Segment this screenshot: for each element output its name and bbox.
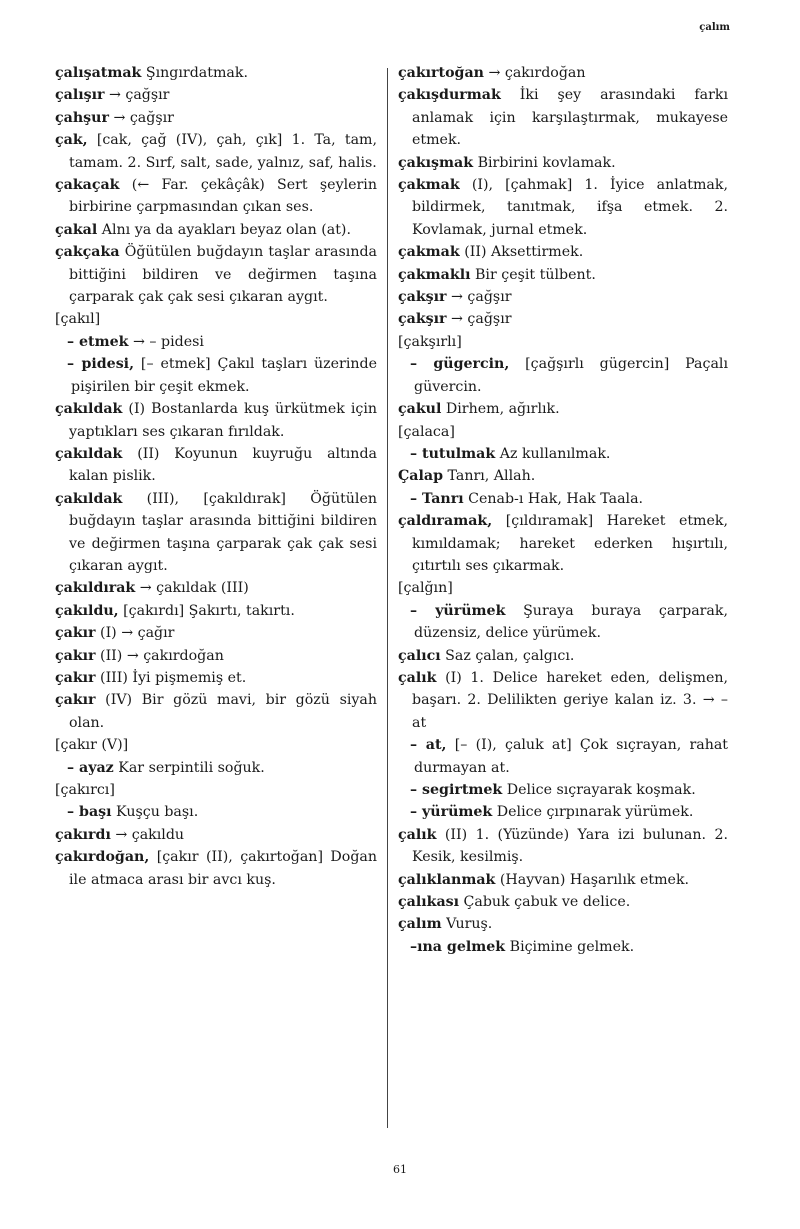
entry-definition: (I), [çahmak] 1. İyice anlatmak, bildirmek, tanıtmak, ifşa etmek. 2. Kovlamak, jurnal etmek. [412,177,728,238]
entry-headword: çakmak [398,177,460,194]
entry-definition: (III), [çakıldırak] Öğütülen buğdayın taşlar arasında bittiğini bildiren ve değirmen taşına çarparak çak çak sesi çıkaran aygıt. [69,490,377,574]
entry-headword: – gügercin, [410,356,510,373]
entry-definition: (I) 1. Delice hareket eden, delişmen, başarı. 2. Delilikten geriye kalan iz. 3. → – at [412,669,728,731]
entry-definition: Şuraya buraya çarparak, düzensiz, delice yürümek. [414,602,728,642]
entry-definition: → çağşır [446,289,512,306]
dictionary-entry [55,577,377,599]
entry-headword: çakul [398,401,442,418]
entry-definition: İki şey arasındaki farkı anlamak için karşılaştırmak, mukayese etmek. [412,87,728,149]
dictionary-entry [398,891,728,913]
entry-headword: çakır [55,692,96,709]
entry-definition: → çağşır [104,87,170,104]
entry-definition: → – pidesi [128,333,204,350]
entry-definition: → çakıldak (III) [135,580,249,597]
entry-headword: çakırdoğan, [55,849,150,866]
dictionary-entry [55,622,377,644]
dictionary-entry [55,174,377,219]
dictionary-entry [398,667,728,734]
entry-headword: çakırtoğan [398,65,484,81]
entry-headword: çakışmak [398,154,474,171]
dictionary-entry [398,734,728,779]
entry-headword: çakıldak [55,490,123,507]
entry-headword: çakır [55,669,96,686]
dictionary-entry [55,107,377,129]
dictionary-entry [55,488,377,578]
entry-definition: (II) Koyunun kuyruğu altında kalan pislik. [69,445,377,485]
entry-headword: çalık [398,669,437,686]
entry-headword: – at, [410,737,447,754]
dictionary-entry [398,577,728,599]
dictionary-entry [55,353,377,398]
entry-headword: çaldıramak, [398,513,493,530]
entry-headword: çakıldak [55,401,123,418]
entry-definition: (II) → çakırdoğan [95,647,224,664]
entry-headword: – tutulmak [410,445,496,462]
dictionary-entry [398,824,728,869]
entry-headword: çalıkası [398,894,460,911]
dictionary-entry [55,219,377,241]
entry-headword: – başı [67,804,112,821]
entry-definition: (I) Bostanlarda kuş ürkütmek için yaptıkları ses çıkaran fırıldak. [69,401,377,440]
entry-definition: Çabuk çabuk ve delice. [459,894,631,911]
entry-definition: [çakırcı] [55,782,115,798]
entry-definition: [cak, çağ (IV), çah, çık] 1. Ta, tam, tamam. 2. Sırf, salt, sade, yalnız, saf, halis. [69,132,377,171]
dictionary-entry [55,801,377,823]
entry-headword: çalıklanmak [398,871,496,888]
dictionary-entry [55,308,377,330]
dictionary-entry [398,510,728,577]
dictionary-entry [398,241,728,263]
entry-definition: Kar serpintili soğuk. [113,759,265,776]
dictionary-entry [398,600,728,645]
entry-definition: [– (I), çaluk at] Çok sıçrayan, rahat durmayan at. [414,737,728,776]
entry-headword: – yürümek [410,804,493,821]
entry-definition: (Hayvan) Haşarılık etmek. [495,871,690,888]
entry-definition: (III) İyi pişmemiş et. [95,669,247,686]
dictionary-entry [55,241,377,308]
entry-headword: çakırdı [55,826,111,843]
dictionary-entry [55,645,377,667]
dictionary-entry [398,308,728,330]
dictionary-entry [398,936,728,958]
entry-definition: Az kullanılmak. [495,445,611,462]
dictionary-entry [55,667,377,689]
dictionary-entry [55,824,377,846]
dictionary-entry [55,443,377,488]
entry-headword: Çalap [398,468,443,485]
entry-definition: Tanrı, Allah. [443,468,536,485]
entry-definition: [çakşırlı] [398,333,462,350]
entry-headword: çakmaklı [398,266,471,283]
entry-definition: (← Far. çekâçâk) Sert şeylerin birbirine çarpmasından çıkan ses. [69,177,377,216]
entry-definition: → çakıldu [110,826,185,843]
entry-headword: – pidesi, [67,356,135,373]
entry-headword: çahşur [55,109,109,126]
entry-headword: çakıldırak [55,580,136,597]
dictionary-entry [398,152,728,174]
entry-headword: – Tanrı [410,490,464,507]
entry-definition: [çağşırlı gügercin] Paçalı güvercin. [414,356,728,395]
right-column [398,62,728,958]
entry-definition: → çağşır [108,109,174,126]
entry-definition: Cenab-ı Hak, Hak Taala. [463,490,644,507]
dictionary-entry [55,846,377,891]
entry-headword: çakışdurmak [398,87,501,104]
dictionary-entry [398,913,728,935]
dictionary-entry [398,488,728,510]
entry-headword: –ına gelmek [410,938,506,955]
entry-headword: çakaçak [55,177,120,194]
dictionary-entry [398,421,728,443]
entry-definition: [çakır (V)] [55,737,129,754]
entry-headword: çakal [55,221,98,238]
entry-definition: (IV) Bir gözü mavi, bir gözü siyah olan. [69,692,377,731]
entry-definition: → çağşır [446,311,512,328]
entry-headword: çakıldu, [55,602,119,619]
entry-definition: Kuşçu başı. [111,804,199,821]
running-head: çalım [699,22,730,33]
entry-headword: – segirtmek [410,782,503,798]
entry-definition: [çakıl] [55,311,101,328]
dictionary-entry [398,465,728,487]
dictionary-entry [55,129,377,174]
entry-definition: Şıngırdatmak. [141,65,248,81]
entry-definition: [çalğın] [398,580,453,597]
entry-headword: – etmek [67,333,129,350]
entry-definition: [çakır (II), çakırtoğan] Doğan ile atmaca arası bir avcı kuş. [69,849,377,888]
entry-definition: Delice sıçrayarak koşmak. [502,782,696,798]
entry-definition: [çıldıramak] Hareket etmek, kımıldamak; hareket ederken hışırtılı, çıtırtılı ses çıkarmak. [412,513,728,574]
entry-definition: Saz çalan, çalgıcı. [440,647,575,664]
dictionary-entry [398,801,728,823]
left-column [55,62,377,891]
dictionary-entry [398,645,728,667]
dictionary-entry [398,174,728,241]
entry-headword: çakçaka [55,244,120,261]
dictionary-entry [55,689,377,734]
entry-headword: çakşır [398,289,447,306]
entry-definition: (II) 1. (Yüzünde) Yara izi bulunan. 2. Kesik, kesilmiş. [412,826,728,866]
entry-definition: Vuruş. [441,916,493,933]
entry-headword: çalışır [55,87,105,104]
dictionary-entry [55,62,377,84]
entry-definition: Öğütülen buğdayın taşlar arasında bittiğini bildiren ve değirmen taşına çarparak çak çak sesi çıkaran aygıt. [69,244,377,306]
entry-definition: Bir çeşit tülbent. [470,266,596,283]
entry-headword: çak, [55,132,88,149]
entry-definition: → çakırdoğan [483,65,586,81]
dictionary-entry [55,84,377,106]
entry-headword: çakşır [398,311,447,328]
dictionary-entry [398,286,728,308]
dictionary-entry [55,734,377,756]
dictionary-entry [55,779,377,801]
dictionary-entry [398,264,728,286]
dictionary-entry [55,398,377,443]
page-number: 61 [393,1163,407,1176]
entry-definition: [çalaca] [398,423,455,440]
dictionary-entry [398,62,728,84]
dictionary-entry [398,353,728,398]
dictionary-entry [398,84,728,151]
dictionary-entry [55,600,377,622]
entry-headword: çakır [55,625,96,642]
dictionary-entry [55,757,377,779]
entry-headword: çalık [398,826,437,843]
entry-headword: çalıcı [398,647,441,664]
dictionary-entry [398,398,728,420]
dictionary-entry [398,779,728,801]
entry-definition: (I) → çağır [95,625,175,642]
entry-definition: (II) Aksettirmek. [459,244,584,261]
entry-definition: Delice çırpınarak yürümek. [492,804,694,821]
entry-headword: çalım [398,916,442,933]
entry-headword: – ayaz [67,759,114,776]
entry-definition: Dirhem, ağırlık. [441,401,560,418]
entry-definition: [– etmek] Çakıl taşları üzerinde pişirilen bir çeşit ekmek. [71,356,377,395]
entry-headword: çakıldak [55,445,123,462]
dictionary-entry [398,331,728,353]
column-divider [387,68,388,1128]
entry-headword: çakmak [398,244,460,261]
entry-headword: çakır [55,647,96,664]
entry-definition: Biçimine gelmek. [505,938,635,955]
entry-headword: – yürümek [410,602,506,619]
entry-headword: çalışatmak [55,65,142,81]
dictionary-entry [398,443,728,465]
entry-definition: Alnı ya da ayakları beyaz olan (at). [97,221,351,238]
dictionary-entry [398,869,728,891]
entry-definition: [çakırdı] Şakırtı, takırtı. [118,602,295,619]
entry-definition: Birbirini kovlamak. [473,154,616,171]
dictionary-entry [55,331,377,353]
